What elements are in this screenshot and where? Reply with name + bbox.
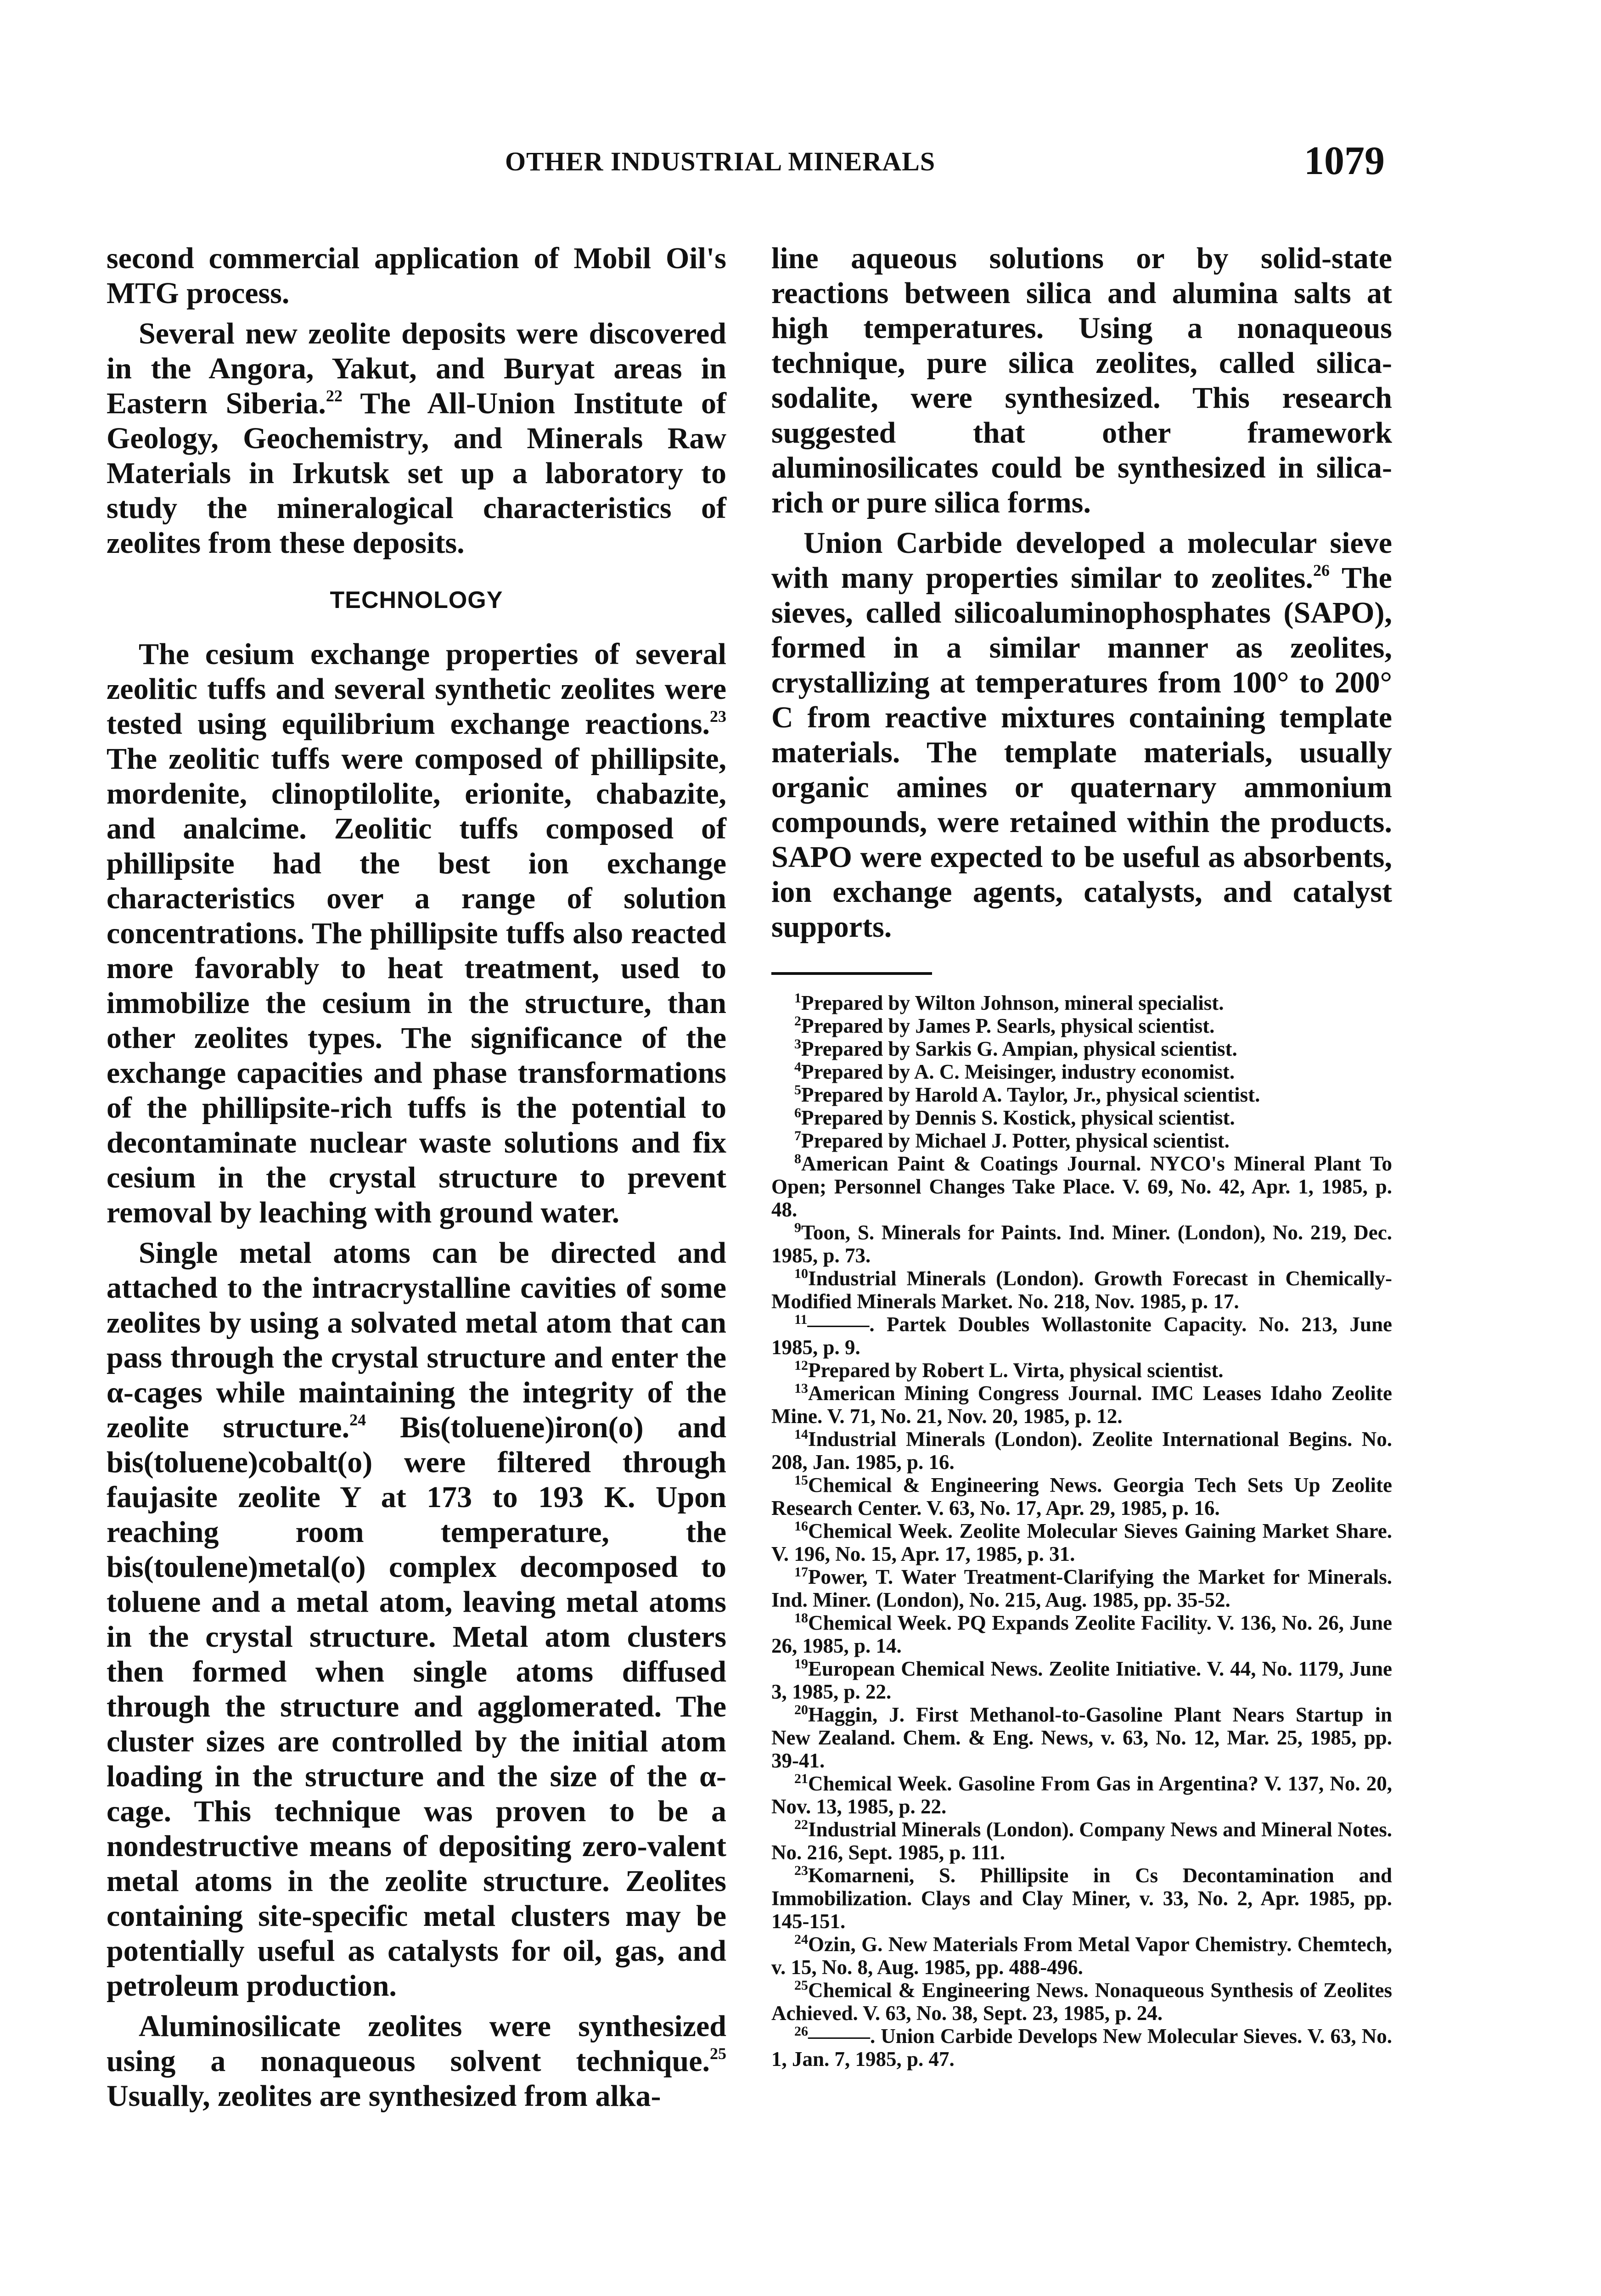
footnote-text: Prepared by Dennis S. Kostick, physical scientist. [801,1106,1235,1129]
footnote-number: 13 [794,1381,808,1396]
paragraph-text: The sieves, called silicoaluminophosphates (SAPO), formed in a similar manner as zeolites, crystallizing at temperatures from 100° to 200° C from reactive mixtures containing template materials. The template materials, usually organic amines or quaternary ammonium compounds, were retained within the products. SAPO were expected to be useful as absorbents, ion exchange agents, catalysts, and catalyst supports. [771,561,1392,944]
footnote-text: Prepared by Harold A. Taylor, Jr., physical scientist. [801,1083,1260,1106]
footnote-text: Prepared by Michael J. Potter, physical scientist. [801,1129,1230,1152]
paragraph-text: Bis(toluene)iron(o) and bis(toluene)cobalt(o) were filtered through faujasite zeolite Y at 173 to 193 K. Upon reaching room temperature, the bis(toulene)metal(o) complex decomposed to toluene and a metal atom, leaving metal atoms in the crystal structure. Metal atom clusters then formed when single atoms diffused through the structure and agglomerated. The cluster sizes are controlled by the initial atom loading in the structure and the size of the α-cage. This technique was proven to be a nondestructive means of depositing zero-valent metal atoms in the zeolite structure. Zeolites containing site-specific metal clusters may be potentially useful as catalysts for oil, gas, and petroleum production. [107,1411,726,2003]
paragraph-text: Aluminosilicate zeolites were synthesized using a nonaqueous solvent technique. [107,2009,726,2078]
footnote [771,1772,1392,1818]
footnote-number: 12 [794,1358,808,1373]
footnote-number: 7 [794,1128,801,1143]
footnote [771,1359,1392,1382]
footnote [771,1933,1392,1979]
footnote-text: Prepared by Robert L. Virta, physical scientist. [808,1359,1224,1382]
footnote-number: 4 [794,1059,801,1075]
footnote-number: 16 [794,1519,808,1534]
section-heading: TECHNOLOGY [330,587,503,613]
footnote-text: Prepared by James P. Searls, physical scientist. [801,1014,1215,1037]
footnote [771,1657,1392,1703]
footnote [771,1313,1392,1359]
footnote-text: Prepared by Sarkis G. Ampian, physical scientist. [801,1037,1237,1060]
footnote-number: 21 [794,1771,808,1786]
footnote [771,1979,1392,2025]
footnote-number: 15 [794,1473,808,1488]
footnote-text: Industrial Minerals (London). Zeolite International Begins. No. 208, Jan. 1985, p. 16. [771,1428,1392,1474]
footnote [771,1152,1392,1221]
footnote-number: 26 [794,2024,808,2039]
footnote-text: Haggin, J. First Methanol-to-Gasoline Plant Nears Startup in New Zealand. Chem. & Eng. News, v. 63, No. 12, Mar. 25, 1985, pp. 39-41. [771,1703,1392,1772]
footnote [771,1014,1392,1037]
paragraph [771,526,1392,945]
paragraph-text: The zeolitic tuffs were composed of phillipsite, mordenite, clinoptilolite, erionite, chabazite, and analcime. Zeolitic tuffs composed of phillipsite had the best ion exchange characteristics over a range of solution concentrations. The phillipsite tuffs also reacted more favorably to heat treatment, used to immobilize the cesium in the structure, than other zeolites types. The significance of the exchange capacities and phase transformations of the phillipsite-rich tuffs is the potential to decontaminate nuclear waste solutions and fix cesium in the crystal structure to prevent removal by leaching with ground water. [107,742,726,1229]
paragraph: second commercial application of Mobil Oil's MTG process. [107,242,726,310]
footnote-number: 24 [794,1932,808,1947]
footnote [771,1083,1392,1106]
footnote-ref: 24 [349,1411,366,1429]
footnote-text: Prepared by Wilton Johnson, mineral specialist. [801,991,1224,1014]
footnote-text: Chemical Week. Zeolite Molecular Sieves Gaining Market Share. V. 196, No. 15, Apr. 17, 1985, p. 31. [771,1519,1392,1565]
footnote-number: 22 [794,1817,808,1832]
footnote [771,1060,1392,1083]
footnote [771,1474,1392,1519]
footnote-number: 17 [794,1564,808,1580]
paragraph: line aqueous solutions or by solid-state reactions between silica and alumina salts at high temperatures. Using a nonaqueous technique, pure silica zeolites, called silica-sodalite, were synthesized. This research suggested that other framework aluminosilicates could be synthesized in silica-rich or pure silica forms. [771,242,1392,519]
footnote-list [771,991,1392,2071]
left-column [107,241,726,2114]
footnote [771,1267,1392,1313]
footnote-ref: 23 [710,707,726,726]
paragraph-text: Several new zeolite deposits were discovered in the Angora, Yakut, and Buryat areas in Eastern Siberia. [107,317,726,420]
paragraph-text: The All-Union Institute of Geology, Geochemistry, and Minerals Raw Materials in Irkutsk set up a laboratory to study the mineralogical characteristics of zeolites from these deposits. [107,387,726,560]
footnote-number: 2 [794,1013,801,1029]
paragraph-text: Usually, zeolites are synthesized from alka- [107,2079,661,2113]
footnote-text: Chemical Week. PQ Expands Zeolite Facility. V. 136, No. 26, June 26, 1985, p. 14. [771,1611,1392,1657]
footnote-text: European Chemical News. Zeolite Initiative. V. 44, No. 1179, June 3, 1985, p. 22. [771,1657,1392,1703]
footnote-text: Prepared by A. C. Meisinger, industry economist. [801,1060,1235,1083]
footnote [771,1864,1392,1933]
footnote-number: 19 [794,1656,808,1671]
footnote [771,1221,1392,1267]
footnote-number: 20 [794,1702,808,1717]
footnote-number: 10 [794,1266,808,1281]
paragraph-text: The cesium exchange properties of several zeolitic tuffs and several synthetic zeolites were tested using equilibrium exchange reactions. [107,637,726,741]
footnote [771,1611,1392,1657]
paragraph-text: Single metal atoms can be directed and attached to the intracrystalline cavities of some zeolites by using a solvated metal atom that can pass through the crystal structure and enter the α-cages while maintaining the integrity of the zeolite structure. [107,1236,726,1444]
footnote-ref: 25 [710,2044,726,2063]
footnote [771,1565,1392,1611]
footnote-text: Industrial Minerals (London). Company News and Mineral Notes. No. 216, Sept. 1985, p. 111. [771,1818,1392,1864]
footnote [771,1818,1392,1864]
footnote-text: Chemical & Engineering News. Georgia Tech Sets Up Zeolite Research Center. V. 63, No. 17, Apr. 29, 1985, p. 16. [771,1474,1392,1519]
footnote-number: 3 [794,1036,801,1052]
footnote-number: 23 [794,1863,808,1878]
footnote-text: Toon, S. Minerals for Paints. Ind. Miner. (London), No. 219, Dec. 1985, p. 73. [771,1221,1392,1267]
footnote-number: 6 [794,1105,801,1120]
footnote-divider [771,972,932,975]
footnote-number: 5 [794,1082,801,1097]
footnote-text: American Paint & Coatings Journal. NYCO's Mineral Plant To Open; Personnel Changes Take Place. V. 69, No. 42, Apr. 1, 1985, p. 48. [771,1152,1392,1221]
footnote-number: 11 [794,1312,808,1327]
footnote-text: Industrial Minerals (London). Growth Forecast in Chemically-Modified Minerals Market. No. 218, Nov. 1985, p. 17. [771,1267,1392,1313]
footnote-number: 1 [794,990,801,1006]
footnote [771,1382,1392,1428]
footnote-text: Komarneni, S. Phillipsite in Cs Decontamination and Immobilization. Clays and Clay Miner, v. 33, No. 2, Apr. 1985, pp. 145-151. [771,1864,1392,1933]
right-column [771,241,1392,2071]
footnote [771,1106,1392,1129]
footnote-text: Power, T. Water Treatment-Clarifying the Market for Minerals. Ind. Miner. (London), No. 215, Aug. 1985, pp. 35-52. [771,1565,1392,1611]
footnote [771,1703,1392,1772]
paragraph [107,316,726,561]
footnote [771,2025,1392,2071]
footnote-number: 8 [794,1151,801,1166]
running-title: OTHER INDUSTRIAL MINERALS [505,146,936,176]
paragraph [107,2009,726,2114]
footnote-number: 9 [794,1220,801,1235]
footnote-number: 18 [794,1610,808,1626]
footnote-number: 25 [794,1978,808,1993]
footnote-text: ———. Partek Doubles Wollastonite Capacity. No. 213, June 1985, p. 9. [771,1313,1392,1359]
footnote-text: Ozin, G. New Materials From Metal Vapor Chemistry. Chemtech, v. 15, No. 8, Aug. 1985, pp. 488-496. [771,1933,1392,1979]
paragraph-text: Union Carbide developed a molecular sieve with many properties similar to zeolites. [771,526,1392,595]
footnote [771,1129,1392,1152]
footnote [771,991,1392,1014]
footnote-text: American Mining Congress Journal. IMC Leases Idaho Zeolite Mine. V. 71, No. 21, Nov. 20, 1985, p. 12. [771,1382,1392,1428]
footnote-text: Chemical Week. Gasoline From Gas in Argentina? V. 137, No. 20, Nov. 13, 1985, p. 22. [771,1772,1392,1818]
footnote [771,1037,1392,1060]
footnote-text: ———. Union Carbide Develops New Molecular Sieves. V. 63, No. 1, Jan. 7, 1985, p. 47. [771,2025,1392,2071]
paragraph [107,1236,726,2003]
page-number: 1079 [1304,139,1385,183]
footnote-ref: 22 [326,387,343,405]
footnote [771,1428,1392,1474]
footnote [771,1519,1392,1565]
footnote-text: Chemical & Engineering News. Nonaqueous Synthesis of Zeolites Achieved. V. 63, No. 38, Sept. 23, 1985, p. 24. [771,1979,1392,2025]
footnote-number: 14 [794,1427,808,1442]
paragraph [107,637,726,1230]
footnote-ref: 26 [1313,561,1330,580]
